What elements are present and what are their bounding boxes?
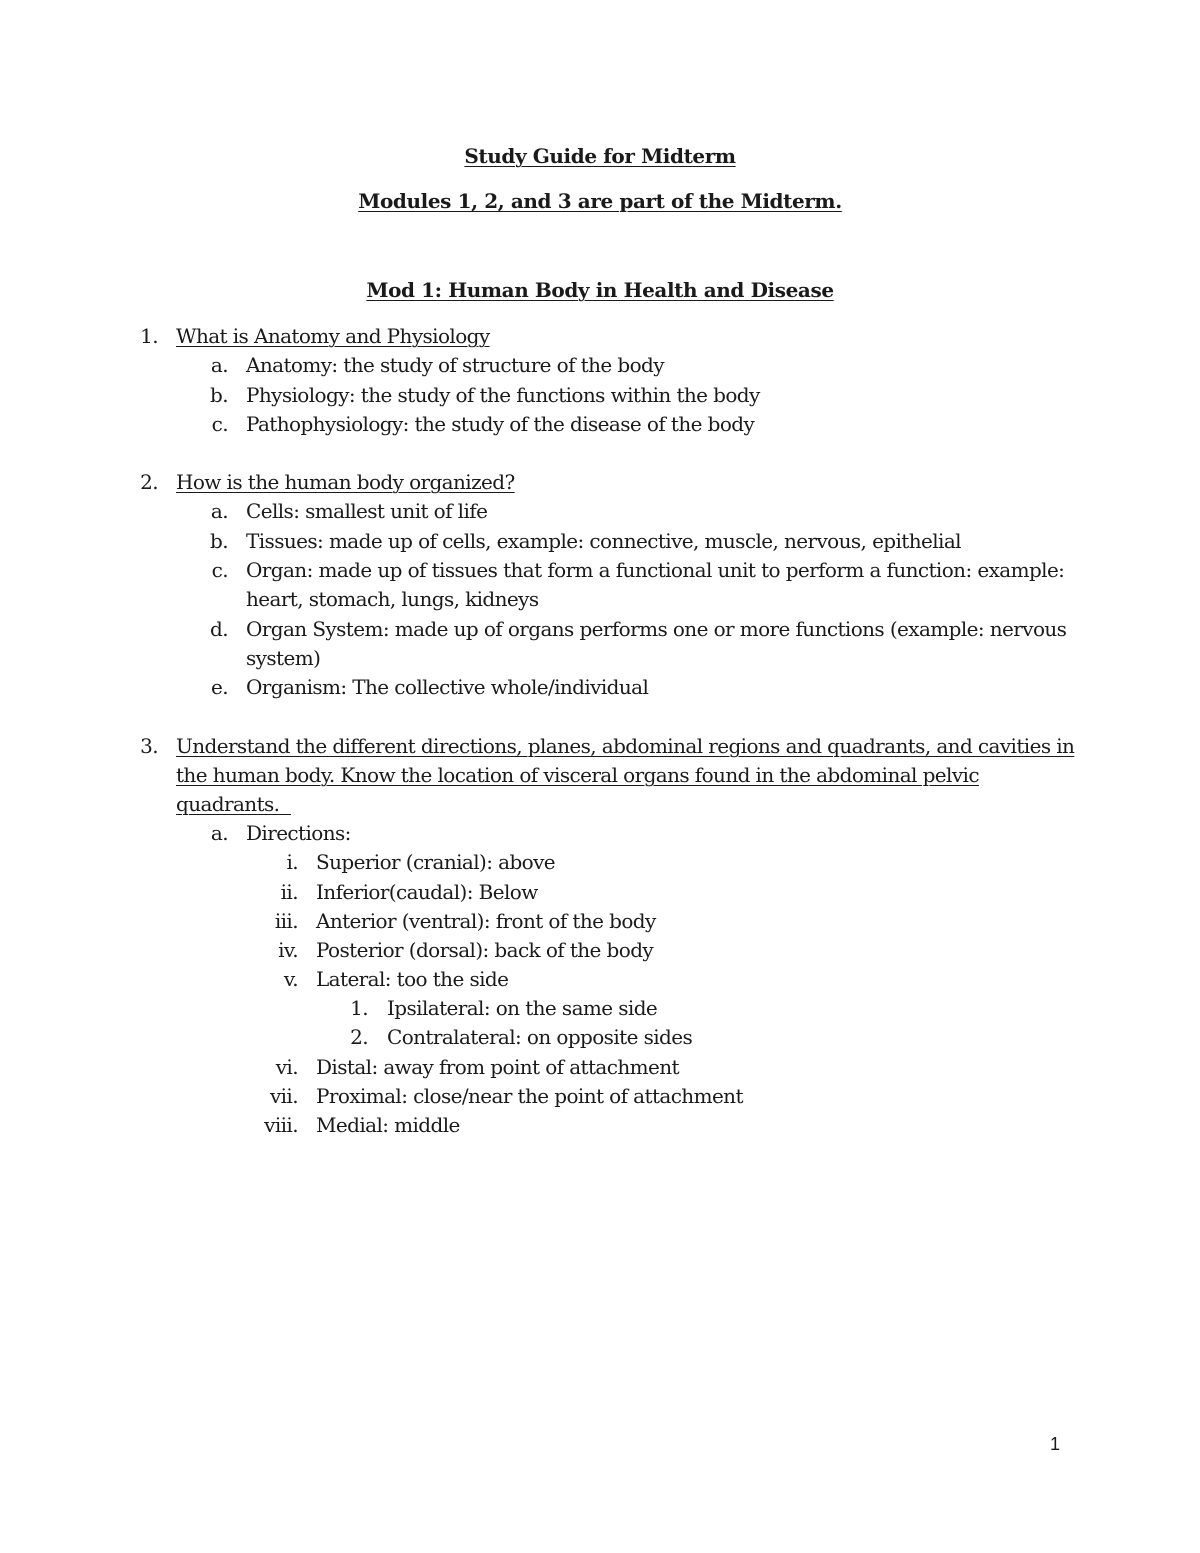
list-marker: d. bbox=[210, 617, 228, 641]
list-item-text: Physiology: the study of the functions within the body bbox=[246, 383, 760, 407]
list-marker: e. bbox=[211, 675, 228, 699]
list-marker: v. bbox=[283, 967, 298, 991]
list-item-text: Directions: bbox=[246, 821, 351, 845]
list-marker: vii. bbox=[269, 1084, 298, 1108]
list-marker: c. bbox=[211, 558, 228, 582]
list-item-text: system) bbox=[246, 646, 321, 670]
list-item-text: Anterior (ventral): front of the body bbox=[316, 909, 656, 933]
document-subtitle: Modules 1, 2, and 3 are part of the Midterm. bbox=[358, 189, 842, 213]
list-item-text: Contralateral: on opposite sides bbox=[387, 1025, 693, 1049]
list-item-text: Pathophysiology: the study of the disease of the body bbox=[246, 412, 755, 436]
list-item-text: Tissues: made up of cells, example: connective, muscle, nervous, epithelial bbox=[246, 529, 961, 553]
list-marker: viii. bbox=[264, 1113, 298, 1137]
question-1-text: What is Anatomy and Physiology bbox=[176, 324, 490, 348]
list-marker: iv. bbox=[278, 938, 298, 962]
list-item-text: Ipsilateral: on the same side bbox=[387, 996, 658, 1020]
list-marker: 1. bbox=[350, 996, 368, 1020]
list-marker: 1. bbox=[140, 324, 158, 348]
list-item-text: Organism: The collective whole/individual bbox=[246, 675, 649, 699]
list-item-text: Cells: smallest unit of life bbox=[246, 499, 488, 523]
list-marker: 2. bbox=[350, 1025, 368, 1049]
page-number: 1 bbox=[1049, 1434, 1060, 1454]
document-title: Study Guide for Midterm bbox=[464, 144, 736, 168]
list-item-text: Posterior (dorsal): back of the body bbox=[316, 938, 654, 962]
question-3-text: quadrants. bbox=[176, 792, 291, 816]
list-marker: b. bbox=[210, 529, 228, 553]
list-marker: b. bbox=[210, 383, 228, 407]
list-item-text: Organ: made up of tissues that form a functional unit to perform a function: example: bbox=[246, 558, 1065, 582]
list-marker: ii. bbox=[280, 880, 298, 904]
list-item-text: heart, stomach, lungs, kidneys bbox=[246, 587, 539, 611]
list-marker: iii. bbox=[274, 909, 298, 933]
list-item-text: Distal: away from point of attachment bbox=[316, 1055, 679, 1079]
list-marker: a. bbox=[210, 353, 228, 377]
question-3-text: Understand the different directions, planes, abdominal regions and quadrants, and cavities in bbox=[176, 734, 1075, 758]
list-marker: 2. bbox=[140, 470, 158, 494]
question-3-text: the human body. Know the location of visceral organs found in the abdominal pelvic bbox=[176, 763, 979, 787]
list-item-text: Superior (cranial): above bbox=[316, 850, 556, 874]
list-item-text: Inferior(caudal): Below bbox=[316, 880, 538, 904]
list-item-text: Anatomy: the study of structure of the body bbox=[246, 353, 664, 377]
list-marker: c. bbox=[211, 412, 228, 436]
list-item-text: Lateral: too the side bbox=[316, 967, 509, 991]
list-item-text: Proximal: close/near the point of attachment bbox=[316, 1084, 743, 1108]
list-item-text: Medial: middle bbox=[316, 1113, 460, 1137]
list-marker: a. bbox=[210, 821, 228, 845]
question-2-text: How is the human body organized? bbox=[176, 470, 515, 494]
list-marker: i. bbox=[286, 850, 298, 874]
list-marker: vi. bbox=[275, 1055, 298, 1079]
list-item-text: Organ System: made up of organs performs one or more functions (example: nervous bbox=[246, 617, 1067, 641]
module-heading: Mod 1: Human Body in Health and Disease bbox=[366, 278, 834, 302]
list-marker: 3. bbox=[140, 734, 158, 758]
list-marker: a. bbox=[210, 499, 228, 523]
